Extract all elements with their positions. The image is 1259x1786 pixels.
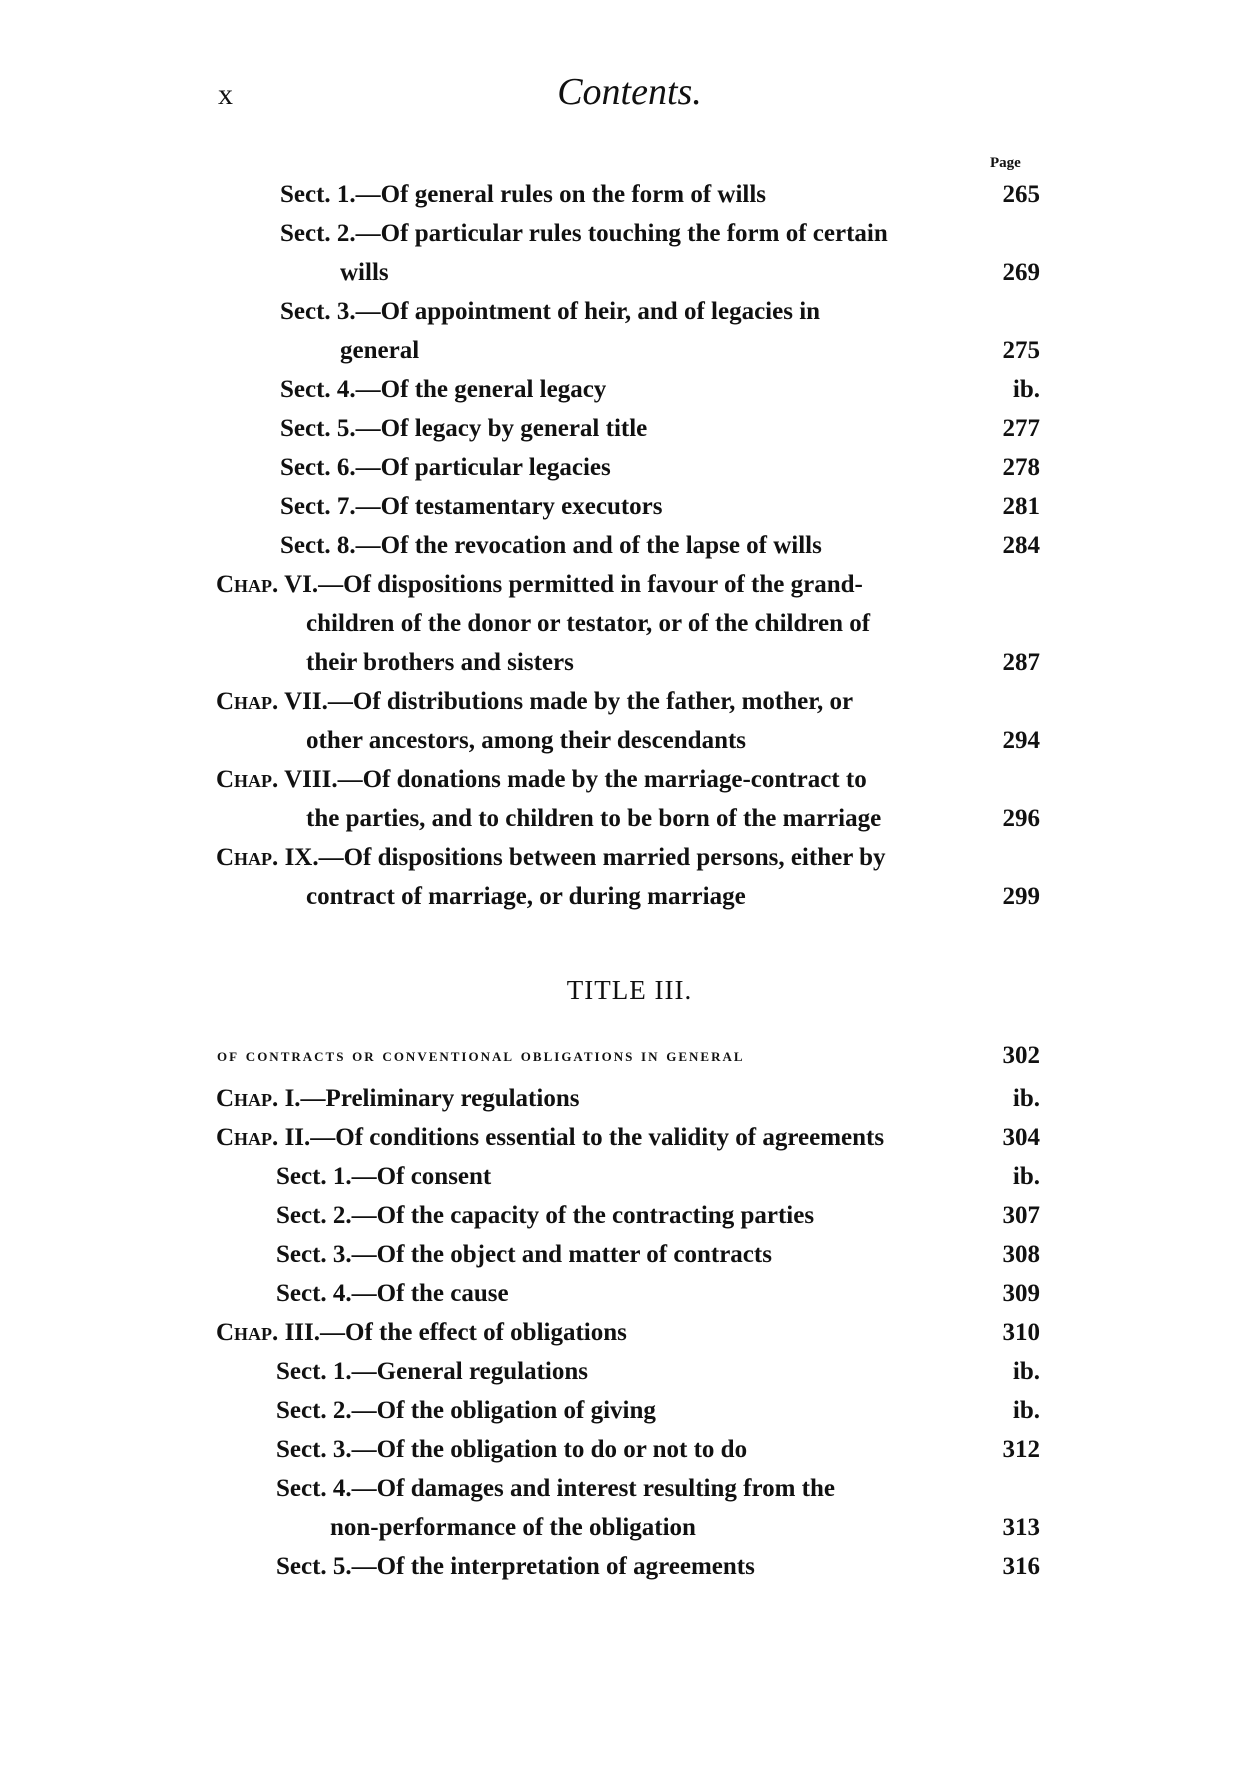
toc-chapter-entry: Chap. I.—Preliminary regulations	[216, 1085, 580, 1112]
toc-entry-continuation: other ancestors, among their descendants	[306, 727, 747, 754]
toc-page-number: 278	[1002, 454, 1040, 481]
toc-page-number: 304	[1002, 1124, 1040, 1151]
toc-page-number: 316	[1002, 1553, 1040, 1580]
toc-entry: Sect. 7.—Of testamentary executors	[280, 493, 663, 520]
page-title: Contents.	[557, 71, 702, 113]
toc-entry: Sect. 5.—Of legacy by general title	[280, 415, 648, 442]
toc-page-number: 302	[1002, 1042, 1040, 1069]
toc-page-number: 296	[1002, 805, 1040, 832]
toc-chapter-entry: Chap. VII.—Of distributions made by the father, mother, or	[216, 688, 854, 715]
toc-page-number: 265	[1002, 181, 1040, 208]
toc-chapter-entry: Chap. II.—Of conditions essential to the validity of agreements	[216, 1124, 885, 1151]
toc-page-number: 309	[1002, 1280, 1040, 1307]
toc-entry: Sect. 1.—Of general rules on the form of wills	[280, 181, 767, 208]
toc-page-number: 308	[1002, 1241, 1040, 1268]
toc-entry-continuation: their brothers and sisters	[306, 649, 574, 676]
toc-page-number: 313	[1002, 1514, 1040, 1541]
toc-page-number: ib.	[1012, 1163, 1040, 1190]
title-heading: of contracts or conventional obligations in general	[217, 1045, 745, 1066]
toc-entry: Sect. 4.—Of damages and interest resulting from the	[276, 1475, 835, 1502]
toc-entry: Sect. 3.—Of the object and matter of contracts	[276, 1241, 772, 1268]
section-title: TITLE III.	[566, 975, 693, 1005]
toc-entry: Sect. 6.—Of particular legacies	[280, 454, 611, 481]
toc-entry: Sect. 8.—Of the revocation and of the lapse of wills	[280, 532, 822, 559]
toc-entry-continuation: the parties, and to children to be born of the marriage	[306, 805, 882, 832]
toc-entry-continuation: non-performance of the obligation	[330, 1514, 696, 1541]
toc-page-number: ib.	[1012, 1085, 1040, 1112]
toc-chapter-entry: Chap. III.—Of the effect of obligations	[216, 1319, 627, 1346]
toc-chapter-entry: Chap. VI.—Of dispositions permitted in favour of the grand-	[216, 571, 863, 598]
toc-page-number: 312	[1002, 1436, 1040, 1463]
toc-entry-continuation: contract of marriage, or during marriage	[306, 883, 746, 910]
toc-entry: Sect. 1.—General regulations	[276, 1358, 588, 1385]
toc-page-number: 269	[1002, 259, 1040, 286]
page-number-roman: x	[218, 78, 233, 111]
toc-entry: Sect. 4.—Of the general legacy	[280, 376, 607, 403]
toc-entry: Sect. 3.—Of appointment of heir, and of legacies in	[280, 298, 821, 325]
toc-page-number: 287	[1002, 649, 1040, 676]
toc-entry: Sect. 4.—Of the cause	[276, 1280, 509, 1307]
toc-chapter-entry: Chap. VIII.—Of donations made by the marriage-contract to	[216, 766, 867, 793]
toc-entry: Sect. 1.—Of consent	[276, 1163, 492, 1190]
toc-entry: Sect. 3.—Of the obligation to do or not to do	[276, 1436, 748, 1463]
toc-entry: Sect. 5.—Of the interpretation of agreements	[276, 1553, 755, 1580]
toc-page-number: ib.	[1012, 1397, 1040, 1424]
toc-page-number: ib.	[1012, 376, 1040, 403]
toc-page-number: 299	[1002, 883, 1040, 910]
toc-entry: Sect. 2.—Of the obligation of giving	[276, 1397, 656, 1424]
toc-entry-continuation: general	[340, 337, 420, 364]
toc-entry-continuation: wills	[340, 259, 389, 286]
toc-page-number: 294	[1002, 727, 1040, 754]
toc-page-number: 284	[1002, 532, 1040, 559]
toc-entry: Sect. 2.—Of particular rules touching the form of certain	[280, 220, 888, 247]
toc-page-number: 281	[1002, 493, 1040, 520]
toc-entry: Sect. 2.—Of the capacity of the contracting parties	[276, 1202, 815, 1229]
toc-page-number: ib.	[1012, 1358, 1040, 1385]
toc-page-number: 277	[1002, 415, 1040, 442]
toc-page-number: 307	[1002, 1202, 1040, 1229]
toc-page-number: 310	[1002, 1319, 1040, 1346]
toc-entry-continuation: children of the donor or testator, or of the children of	[306, 610, 871, 637]
page-column-label: Page	[990, 155, 1021, 171]
toc-chapter-entry: Chap. IX.—Of dispositions between married persons, either by	[216, 844, 886, 871]
toc-page-number: 275	[1002, 337, 1040, 364]
